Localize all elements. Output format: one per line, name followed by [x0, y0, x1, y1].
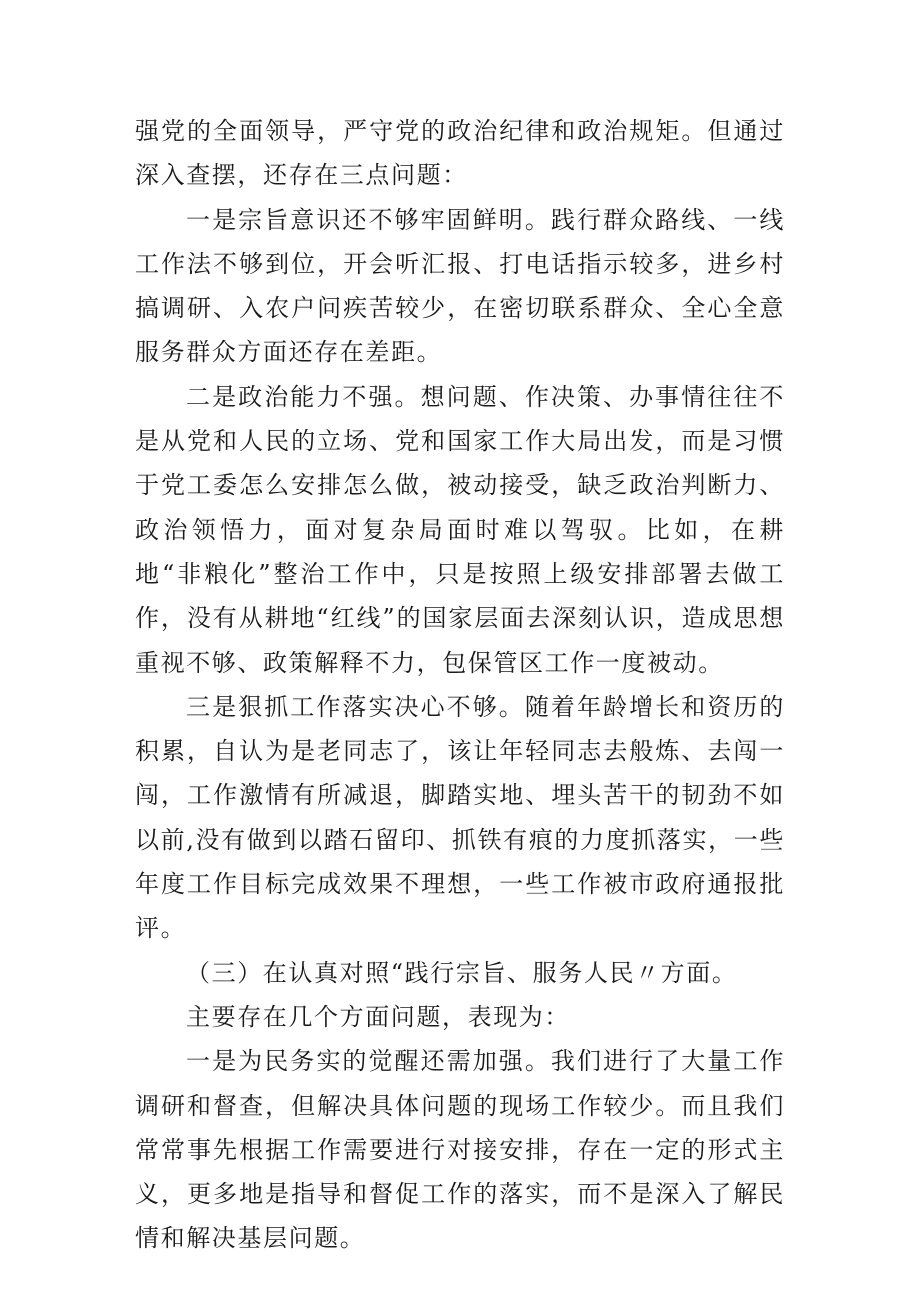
paragraph-issue-one: 一是宗旨意识还不够牢固鲜明。践行群众路线、一线工作法不够到位，开会听汇报、打电话指示较多，进乡村搞调研、入农户问疾苦较少，在密切联系群众、全心全意服务群众方面还存在差距。 [135, 205, 785, 367]
paragraph-section-three-issue-one: 一是为民务实的觉醒还需加强。我们进行了大量工作调研和督查，但解决具体问题的现场工作较少。而且我们常常事先根据工作需要进行对接安排，存在一定的形式主义，更多地是指导和督促工作的落实，而不是深入了解民情和解决基层问题。 [135, 1047, 785, 1253]
paragraph-summary-intro: 主要存在几个方面问题，表现为： [186, 1002, 570, 1031]
document-page [135, 109, 785, 1261]
paragraph-issue-three: 三是狠抓工作落实决心不够。随着年龄增长和资历的积累，自认为是老同志了，该让年轻同志去般炼、去闯一闯，工作激情有所减退，脚踏实地、埋头苦干的韧劲不如以前,没有做到以踏石留印、抓铁有痕的力度抓落实，一些年度工作目标完成效果不理想，一些工作被市政府通报批评。 [135, 692, 785, 943]
paragraph-issue-two: 二是政治能力不强。想问题、作决策、办事情往往不是从党和人民的立场、党和国家工作大局出发，而是习惯于党工委怎么安排怎么做，被动接受，缺乏政治判断力、政治领悟力，面对复杂局面时难以驾驭。比如，在耕地“非粮化”整治工作中，只是按照上级安排部署去做工作，没有从耕地“红线”的国家层面去深刻认识，造成思想重视不够、政策解释不力，包保管区工作一度被动。 [135, 382, 785, 677]
section-heading-three: （三）在认真对照“践行宗旨、服务人民〃方面。 [186, 958, 738, 987]
paragraph-intro-continuation: 强党的全面领导，严守党的政治纪律和政治规矩。但通过深入查摆，还存在三点问题： [135, 117, 785, 190]
